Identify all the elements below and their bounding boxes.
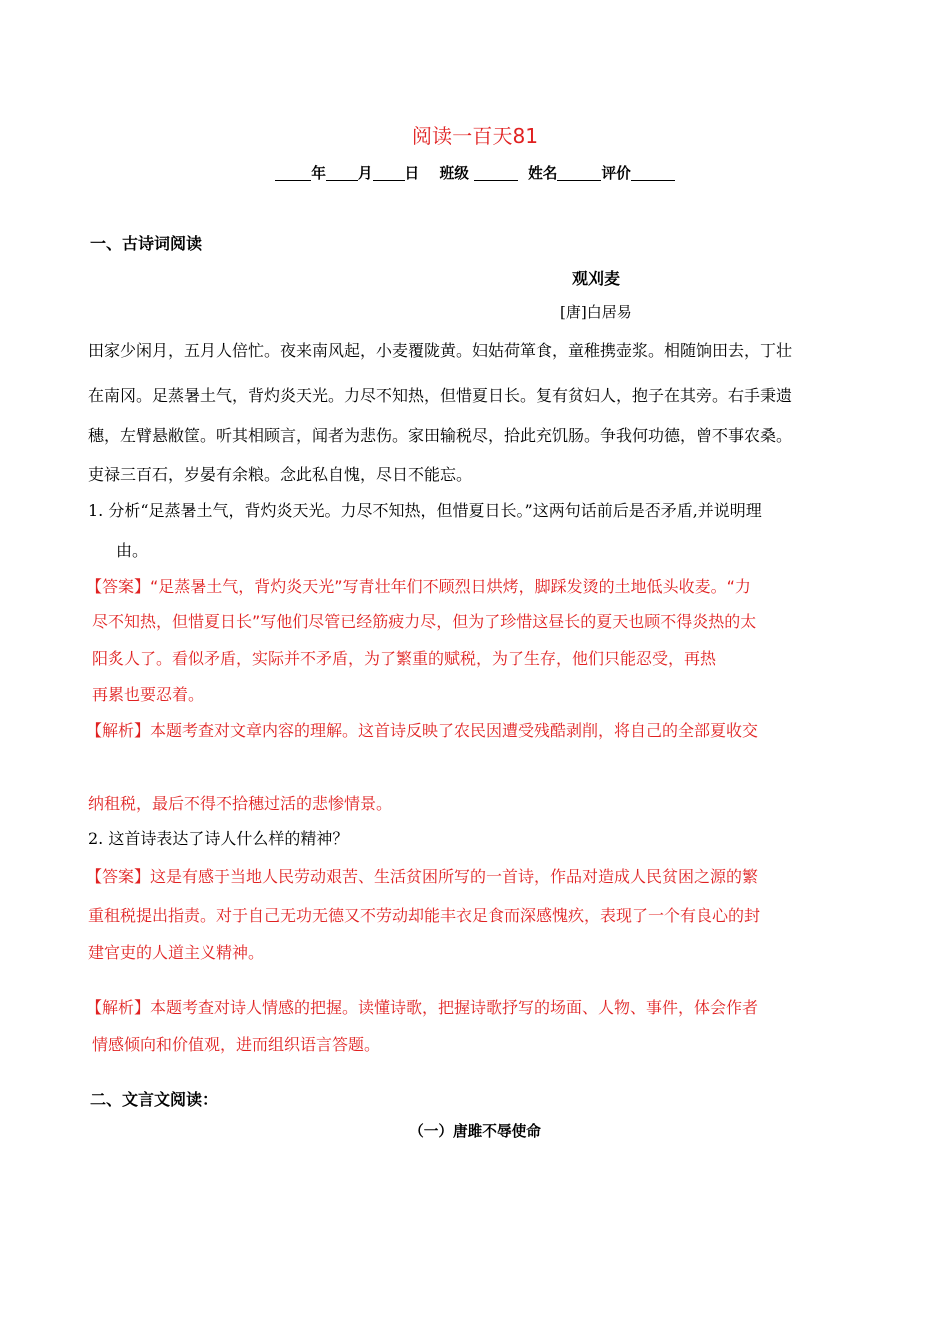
- poem-line: 在南冈。足蒸暑土气，背灼炎天光。力尽不知热，但惜夏日长。复有贫妇人，抱子在其旁。右手秉遗: [88, 386, 793, 405]
- answer-2-line: 建官吏的人道主义精神。: [88, 943, 265, 962]
- analysis-1-line: 【解析】本题考查对文章内容的理解。这首诗反映了农民因遭受残酷剥削，将自己的全部夏收交: [86, 721, 759, 740]
- poem-line: 田家少闲月，五月人倍忙。夜来南风起，小麦覆陇黄。妇姑荷箪食，童稚携壶浆。相随饷田去，丁壮: [88, 341, 793, 360]
- name-label: 姓名: [528, 165, 558, 182]
- analysis-1-line: 纳租税，最后不得不拾穗过活的悲惨情景。: [88, 794, 393, 813]
- poem-line: 吏禄三百石，岁晏有余粮。念此私自愧，尽日不能忘。: [88, 465, 473, 484]
- analysis-2-line: 【解析】本题考查对诗人情感的把握。读懂诗歌，把握诗歌抒写的场面、人物、事件，体会作者: [86, 998, 759, 1017]
- answer-1-line: 尽不知热，但惜夏日长”写他们尽管已经筋疲力尽，但为了珍惜这昼长的夏天也顾不得炎热的太: [92, 612, 757, 631]
- rating-label: 评价: [601, 165, 631, 182]
- poem-line: 穗，左臂悬敝筐。听其相顾言，闻者为悲伤。家田输税尽，拾此充饥肠。争我何功德，曾不事农桑。: [88, 426, 793, 445]
- poem-title: 观刈麦: [572, 269, 621, 288]
- answer-1-line: 阳炙人了。看似矛盾，实际并不矛盾，为了繁重的赋税，为了生存，他们只能忍受，再热: [92, 649, 717, 668]
- section2-subtitle: （一）唐雎不辱使命: [409, 1123, 541, 1140]
- answer-1-line: 再累也要忍着。: [92, 685, 205, 704]
- page-title: 阅读一百天81: [411, 124, 539, 148]
- year-blank: [275, 164, 311, 181]
- class-label: 班级: [439, 165, 469, 182]
- question-1-cont: 由。: [116, 541, 149, 560]
- answer-2-line: 【答案】这是有感于当地人民劳动艰苦、生活贫困所写的一首诗，作品对造成人民贫困之源的繁: [86, 867, 759, 886]
- question-2: 2. 这首诗表达了诗人什么样的精神？: [88, 829, 349, 848]
- poem-author: [唐]白居易: [560, 303, 632, 321]
- section1-heading: 一、古诗词阅读: [90, 234, 203, 253]
- question-1: 1. 分析“足蒸暑土气，背灼炎天光。力尽不知热，但惜夏日长。”这两句话前后是否矛盾,并说明理: [88, 501, 762, 520]
- rating-blank: [631, 164, 675, 181]
- month-blank: [326, 164, 358, 181]
- analysis-2-line: 情感倾向和价值观，进而组织语言答题。: [92, 1035, 381, 1054]
- student-info-line: [0, 162, 950, 183]
- answer-2-line: 重租税提出指责。对于自己无功无德又不劳动却能丰衣足食而深感愧疚，表现了一个有良心的封: [88, 906, 761, 925]
- month-label: 月: [357, 165, 373, 182]
- class-blank: [474, 164, 518, 181]
- day-label: 日: [404, 165, 420, 182]
- name-blank: [557, 164, 601, 181]
- day-blank: [373, 164, 405, 181]
- year-label: 年: [311, 165, 326, 182]
- section2-heading: 二、文言文阅读：: [90, 1090, 219, 1109]
- answer-1-line: 【答案】“足蒸暑土气，背灼炎天光”写青壮年们不顾烈日烘烤，脚踩发烫的土地低头收麦。“力: [86, 577, 751, 596]
